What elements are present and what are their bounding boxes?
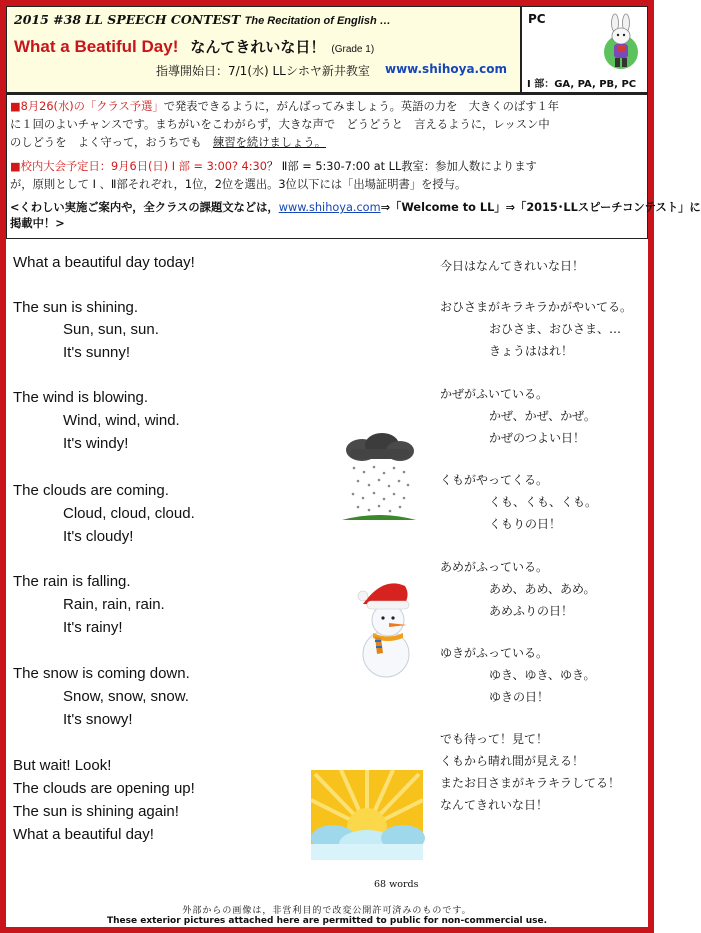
poem-line-jp: かぜがふいている。	[440, 387, 549, 401]
contest-name: 2015 #38 LL SPEECH CONTEST	[14, 12, 241, 27]
notice-practice: 練習を続けましょう。	[213, 136, 326, 149]
poem-line-en: It's snowy!	[63, 711, 133, 728]
notice-text: で発表できるように，がんばってみましょう。英語の力を 大きくのばす１年	[163, 100, 560, 113]
poem-line-jp: かぜのつよい日！	[489, 431, 586, 445]
poem-line-jp: ゆき、ゆき、ゆき。	[489, 668, 596, 682]
poem-line-en: Cloud, cloud, cloud.	[63, 505, 195, 522]
poem-line-en: But wait! Look!	[13, 757, 112, 774]
notice-line-3	[10, 134, 326, 152]
notice-text: <くわしい実施ご案内や，全クラスの課題文などは，	[10, 201, 279, 214]
footer-note-japanese: 外部からの画像は，非営利目的で改変公開許可済みのものです。	[182, 906, 472, 916]
poem-line-en: It's cloudy!	[63, 528, 134, 545]
poem-line-jp: おひさま、おひさま、…	[489, 322, 622, 336]
rain-cloud-icon	[338, 432, 420, 524]
poem-line-en: What a beautiful day!	[13, 826, 154, 843]
contest-subtitle: The Recitation of English …	[244, 15, 391, 27]
poem-line-jp: なんてきれいな日！	[440, 798, 549, 812]
poem-line-jp: 今日はなんてきれいな日！	[440, 259, 585, 273]
start-date: 指導開始日：7/1(水) LLシホヤ新井教室	[156, 64, 370, 78]
notice-line-7	[10, 215, 65, 233]
notice-text: のしどうを よく守って，おうちでも	[10, 136, 214, 149]
title-english: What a Beatiful Day!	[14, 37, 179, 56]
poem-line-jp: ゆきがふっている。	[440, 646, 549, 660]
poem-line-en: The wind is blowing.	[13, 389, 149, 406]
poem-line-jp: でも待って！見て！	[440, 732, 549, 746]
poem-line-jp: ゆきの日！	[489, 690, 550, 704]
poem-line-en: The clouds are coming.	[13, 482, 169, 499]
page-title	[14, 36, 374, 57]
poem-line-jp: あめがふっている。	[440, 560, 549, 574]
notice-text: 掲載中！>	[10, 217, 65, 230]
poem-line-en: The sun is shining.	[13, 299, 139, 316]
sunrise-clouds-icon	[311, 770, 423, 860]
poem-line-jp: かぜ、かぜ、かぜ。	[489, 409, 596, 423]
notice-url-link[interactable]: www.shihoya.com	[278, 201, 381, 214]
notice-school-contest-date: ■校内大会予定日：9月6日(日) I 部 = 3:00? 4:30	[10, 160, 267, 173]
notice-class-prelim: ■8月26(水)の「クラス予選」	[10, 100, 164, 113]
poem-line-jp: おひさまがキラキラかがやいてる。	[440, 300, 633, 314]
poem-line-jp: あめふりの日！	[489, 604, 574, 618]
header-url-link[interactable]: www.shihoya.com	[385, 62, 507, 76]
poem-line-en: The snow is coming down.	[13, 665, 190, 682]
poem-line-en: Wind, wind, wind.	[63, 412, 180, 429]
class-list: I 部：GA, PA, PB, PC	[527, 79, 637, 90]
footer-note-english: These exterior pictures attached here are permitted to public for non-commercial use.	[106, 916, 548, 926]
poem-line-en: Rain, rain, rain.	[63, 596, 165, 613]
title-japanese: なんてきれいな日！	[190, 39, 326, 56]
poem-line-en: It's windy!	[63, 435, 129, 452]
poem-line-jp: きょうははれ！	[489, 344, 574, 358]
poem-line-en: The rain is falling.	[13, 573, 131, 590]
notice-line-1	[10, 98, 559, 116]
poem-line-en: It's sunny!	[63, 344, 131, 361]
contest-title	[14, 12, 391, 27]
class-code: PC	[528, 12, 546, 26]
poem-line-en: Sun, sun, sun.	[63, 321, 159, 338]
rabbit-mascot-icon	[598, 14, 644, 70]
poem-line-en: It's rainy!	[63, 619, 123, 636]
poem-line-jp: またお日さまがキラキラしてる！	[440, 776, 621, 790]
notice-line-5: が，原則として I 、Ⅱ部それぞれ，1位，2位を選出。3位以下には「出場証明書」を授与。	[10, 178, 467, 191]
poem-line-en: What a beautiful day today!	[13, 254, 195, 271]
grade-label: (Grade 1)	[331, 44, 375, 55]
poem-line-jp: くも、くも、くも。	[489, 495, 598, 509]
poem-line-en: The sun is shining again!	[13, 803, 179, 820]
notice-text: ⇒「Welcome to LL」⇒「2015･LLスピーチコンテスト」に	[380, 201, 701, 214]
poem-line-jp: くもがやってくる。	[440, 473, 549, 487]
poem-line-en: The clouds are opening up!	[13, 780, 195, 797]
notice-line-4	[10, 158, 537, 176]
poem-line-jp: くもりの日！	[489, 517, 562, 531]
word-count: 68 words	[374, 879, 419, 890]
notice-line-6	[10, 199, 701, 217]
poem-line-jp: くもから晴れ間が見える！	[440, 754, 585, 768]
notice-text: ？ Ⅱ部 = 5:30-7:00 at LL教室：参加人数によります	[266, 160, 537, 173]
poem-line-en: Snow, snow, snow.	[63, 688, 189, 705]
notice-line-2: に１回のよいチャンスです。まちがいをこわがらず，大きな声で どうどうと 言えるように，レッスン中	[10, 118, 550, 131]
snowman-icon	[355, 574, 417, 678]
poem-line-jp: あめ、あめ、あめ。	[489, 582, 596, 596]
